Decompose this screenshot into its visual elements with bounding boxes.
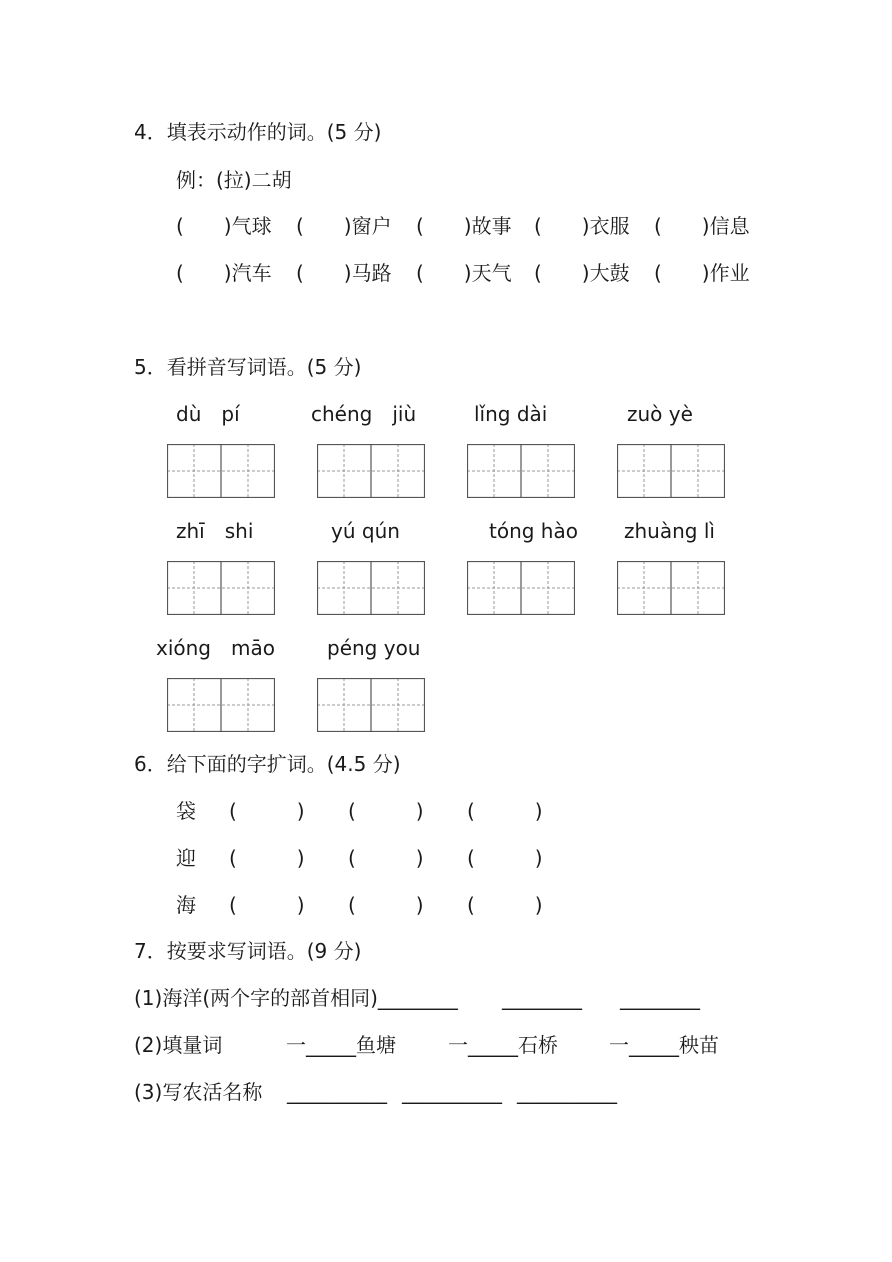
q4-row1-item-1: ( )气球 — [176, 214, 272, 238]
writing-grid-3[interactable] — [467, 444, 575, 498]
q6-char-3: 海 — [176, 893, 196, 917]
q7-item1-blank-3: ________ — [620, 986, 700, 1010]
writing-grid-4[interactable] — [617, 444, 725, 498]
q5-pinyin-1: dù pí — [176, 402, 240, 426]
writing-grid-10[interactable] — [317, 678, 425, 732]
q5-pinyin-6: yú qún — [331, 519, 400, 543]
q5-pinyin-5: zhī shi — [176, 519, 254, 543]
q4-row1-item-5: ( )信息 — [654, 214, 750, 238]
q5-pinyin-9: xióng māo — [156, 636, 275, 660]
q5-pinyin-7: tóng hào — [489, 519, 578, 543]
q5-title: 5．看拼音写词语。(5 分) — [134, 355, 362, 379]
q4-row1-item-3: ( )故事 — [416, 214, 512, 238]
writing-grid-7[interactable] — [467, 561, 575, 615]
q4-title: 4．填表示动作的词。(5 分) — [134, 120, 382, 144]
q4-row1-item-2: ( )窗户 — [296, 214, 392, 238]
q5-pinyin-10: péng you — [327, 636, 421, 660]
q5-pinyin-3: lǐng dài — [474, 402, 548, 426]
q7-item3-blank-2: __________ — [402, 1080, 502, 1104]
q7-item1-blank-2: ________ — [502, 986, 582, 1010]
q6-blank-1-3: ( ) — [467, 799, 543, 823]
q6-blank-2-2: ( ) — [348, 846, 424, 870]
q5-pinyin-2: chéng jiù — [311, 402, 417, 426]
writing-grid-6[interactable] — [317, 561, 425, 615]
q6-title: 6．给下面的字扩词。(4.5 分) — [134, 752, 401, 776]
q6-blank-3-1: ( ) — [229, 893, 305, 917]
writing-grid-2[interactable] — [317, 444, 425, 498]
q6-blank-3-2: ( ) — [348, 893, 424, 917]
q7-item3-blank-3: __________ — [517, 1080, 617, 1104]
q6-blank-1-1: ( ) — [229, 799, 305, 823]
q6-char-2: 迎 — [176, 846, 196, 870]
q6-char-1: 袋 — [176, 799, 196, 823]
q7-item2-part-2: 一_____石桥 — [448, 1033, 558, 1057]
q7-item2-label: (2)填量词 — [134, 1033, 223, 1057]
q7-item3-label: (3)写农活名称 — [134, 1080, 263, 1104]
q6-blank-2-1: ( ) — [229, 846, 305, 870]
writing-grid-1[interactable] — [167, 444, 275, 498]
writing-grid-5[interactable] — [167, 561, 275, 615]
q4-row2-item-4: ( )大鼓 — [534, 261, 630, 285]
q5-pinyin-8: zhuàng lì — [624, 519, 715, 543]
q4-example: 例：(拉)二胡 — [176, 168, 292, 192]
q4-row2-item-3: ( )天气 — [416, 261, 512, 285]
q4-row2-item-2: ( )马路 — [296, 261, 392, 285]
q6-blank-2-3: ( ) — [467, 846, 543, 870]
q4-row2-item-5: ( )作业 — [654, 261, 750, 285]
q7-item1-label: (1)海洋(两个字的部首相同)________ — [134, 986, 458, 1010]
q7-item2-part-1: 一_____鱼塘 — [286, 1033, 396, 1057]
q7-item2-part-3: 一_____秧苗 — [609, 1033, 719, 1057]
writing-grid-8[interactable] — [617, 561, 725, 615]
q6-blank-1-2: ( ) — [348, 799, 424, 823]
q4-row1-item-4: ( )衣服 — [534, 214, 630, 238]
q6-blank-3-3: ( ) — [467, 893, 543, 917]
writing-grid-9[interactable] — [167, 678, 275, 732]
q4-row2-item-1: ( )汽车 — [176, 261, 272, 285]
q5-pinyin-4: zuò yè — [627, 402, 693, 426]
q7-title: 7．按要求写词语。(9 分) — [134, 939, 362, 963]
q7-item3-blank-1: __________ — [287, 1080, 387, 1104]
